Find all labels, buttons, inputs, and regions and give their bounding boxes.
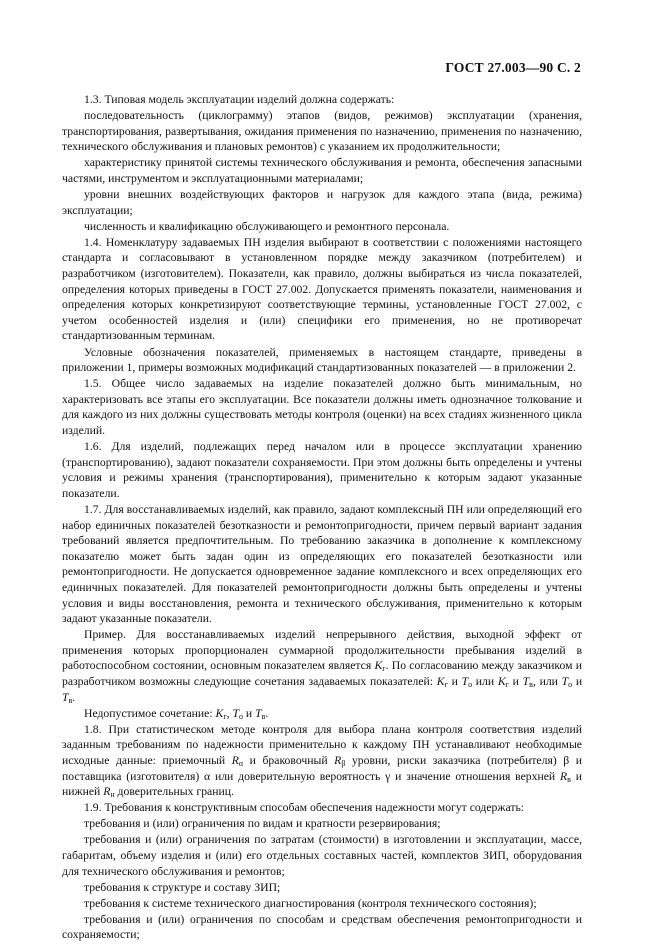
symbol-k: K [497, 674, 506, 688]
symbol-sub: в [68, 695, 73, 705]
list-item-maintainability: требования и (или) ограничения по способам и средствам обеспечения ремонтопригодности и сохраняемости; [62, 912, 582, 942]
symbol-sub: в [567, 774, 571, 784]
symbol-sub: н [110, 790, 115, 800]
paragraph-1-8 [62, 722, 582, 800]
symbol-k: K [374, 659, 383, 673]
p18-text-1: 1.8. При статистическом методе контроля для выбора плана контроля соответствия изделий заданным требованиям по надежности применительно к каждому ПН устанавливают необходимые исходные данные: приемочный [62, 722, 582, 767]
conj-or: или [539, 674, 558, 688]
list-item-redundancy: требования и (или) ограничения по видам и кратности резервирования; [84, 817, 441, 831]
symbol-sub: г [223, 711, 227, 721]
symbol-r: R [334, 753, 342, 767]
symbol-r: R [560, 769, 568, 783]
symbol-sub: о [238, 711, 243, 721]
page-header: ГОСТ 27.003—90 С. 2 [445, 60, 581, 75]
symbol-sub: о [468, 679, 473, 689]
paragraph-1-9: 1.9. Требования к конструктивным способам обеспечения надежности могут содержать: [84, 801, 525, 815]
p18-text-3: уровни, риски заказчика (потребителя) β и поставщика (изготовителя) α или доверительную вероятность γ и значение отношения верхней [62, 753, 583, 783]
p18-text-2: и браковочный [249, 753, 328, 767]
list-item-zip: требования к структуре и составу ЗИП; [84, 880, 281, 894]
paragraph-1-7: 1.7. Для восстанавливаемых изделий, как правило, задают комплексный ПН или определяющий его набор единичных показателей безотказности и ремонтопригодности, причем первый вариант задания требований является предпочтительным. По требованию заказчика в дополнение к комплексному показателю может быть задан один из определяющих его показателей безотказности или ремонтопригодности. Не допускается одновременное задание комплексного и всех определяющих его единичных показателей. Для показателей ремонтопригодности должны быть определены и учтены условия и виды восстановления, ремонта и технического обслуживания, применительно к которым задают указанные показатели. [62, 502, 582, 626]
symbol-sub: в [529, 679, 533, 689]
symbol-sub: β [341, 758, 346, 768]
list-item-personnel: численность и квалификацию обслуживающего и ремонтного персонала. [84, 219, 450, 233]
conj-or: или [475, 674, 495, 688]
symbol-t: T [255, 706, 262, 720]
symbol-k: K [436, 674, 445, 688]
paragraph-example: Пример. Для восстанавливаемых изделий непрерывного действия, выходной эффект от применения которых пропорционален суммарной продолжительности пребывания изделий в работоспособном состоянии, основным показателем является $K_г$. По согласованию между заказчиком и разработчиком возможны следующие сочетания задаваемых показателей: $K_г$ и $T_о$ или $K_г$ и $T_в$, или $T_о$ и $T_в$. [62, 628, 583, 705]
symbol-t: T [232, 706, 239, 720]
paragraph-invalid-combo: Недопустимое сочетание: $K_г$, $T_о$ и $T_в$. [84, 706, 269, 721]
conj-and: и [575, 674, 583, 688]
paragraph-1-6: 1.6. Для изделий, подлежащих перед началом или в процессе эксплуатации хранению (транспортированию), задают показатели сохраняемости. При этом должны быть определены и учтены условия и режимы хранения (транспортирования), применительно к которым задают указанные показатели. [62, 440, 582, 500]
p18-text-5: доверительных границ. [117, 785, 234, 799]
paragraph-symbols: Условные обозначения показателей, применяемых в настоящем стандарте, приведены в приложении 1, примеры возможных модификаций стандартизованных показателей — в приложении 2. [62, 345, 582, 375]
symbol-sub: α [238, 758, 244, 768]
symbol-sub: о [568, 679, 573, 689]
invalid-text: Недопустимое сочетание: [84, 706, 213, 720]
list-item-factors: уровни внешних воздействующих факторов и нагрузок для каждого этапа (вида, режима) эксплуатации; [62, 188, 582, 217]
symbol-t: T [62, 690, 69, 704]
conj-and: и [512, 674, 519, 688]
example-text: Пример. Для восстанавливаемых изделий непрерывного действия, выходной эффект от применения которых пропорционален суммарной продолжительности пребывания изделий в работоспособном состоянии, основным показателем является [62, 628, 582, 673]
example-text-2: . По согласованию между заказчиком и разработчиком возможны следующие сочетания задаваемых показателей: [62, 659, 583, 688]
conj-and: и [245, 706, 253, 720]
list-item-maintenance: характеристику принятой системы технического обслуживания и ремонта, обеспечения запасными частями, инструментом и эксплуатационными материалами; [62, 156, 582, 185]
symbol-k: K [215, 706, 224, 720]
paragraph-1-5: 1.5. Общее число задаваемых на изделие показателей должно быть минимальным, но характеризовать все этапы его эксплуатации. Все показатели должны иметь однозначное толкование и для каждого из них должны существовать методы контроля (оценки) на всех стадиях жизненного цикла изделий. [62, 377, 582, 437]
list-item-diagnostics: требования к системе технического диагностирования (контроля технического состояния); [84, 896, 537, 910]
symbol-t: T [522, 674, 530, 688]
paragraph-1-4: 1.4. Номенклатуру задаваемых ПН изделия выбирают в соответствии с положениями настоящего стандарта и согласовывают в установленном порядке между заказчиком (потребителем) и разработчиком (изготовителем). Показатели, как правило, должны выбираться из числа показателей, определения которых приведены в ГОСТ 27.002. Допускается применять показатели, наименования и определения которых конкретизируют соответствующие термины, установленные ГОСТ 27.002, с учетом особенностей изделия и (или) специфики его применения, но не противоречат стандартизованным терминам. [62, 235, 582, 343]
p18-text-4: и нижней [62, 769, 583, 799]
symbol-sub: г [444, 679, 448, 689]
symbol-k-sub: г [382, 664, 386, 674]
conj-and: и [451, 674, 458, 688]
list-item-costs: требования и (или) ограничения по затратам (стоимости) в изготовлении и эксплуатации, массе, габаритам, объему изделия и (или) его отдельных составных частей, комплектов ЗИП, оборудования для технического обслуживания и ремонтов; [62, 833, 582, 878]
symbol-sub: г [505, 679, 509, 689]
symbol-t: T [561, 674, 569, 688]
symbol-r: R [103, 785, 111, 799]
symbol-sub: в [261, 711, 266, 721]
symbol-r: R [231, 753, 239, 767]
symbol-t: T [461, 674, 469, 688]
paragraph-1-3: 1.3. Типовая модель эксплуатации изделий должна содержать: [84, 93, 395, 106]
document-body [62, 92, 582, 944]
list-item-sequence: последовательность (циклограмму) этапов (видов, режимов) эксплуатации (хранения, транспортирования, развертывания, ожидания применения по назначению, применения по назначению, технического обслуживания и плановых ремонтов) с указанием их продолжительности; [62, 109, 582, 154]
